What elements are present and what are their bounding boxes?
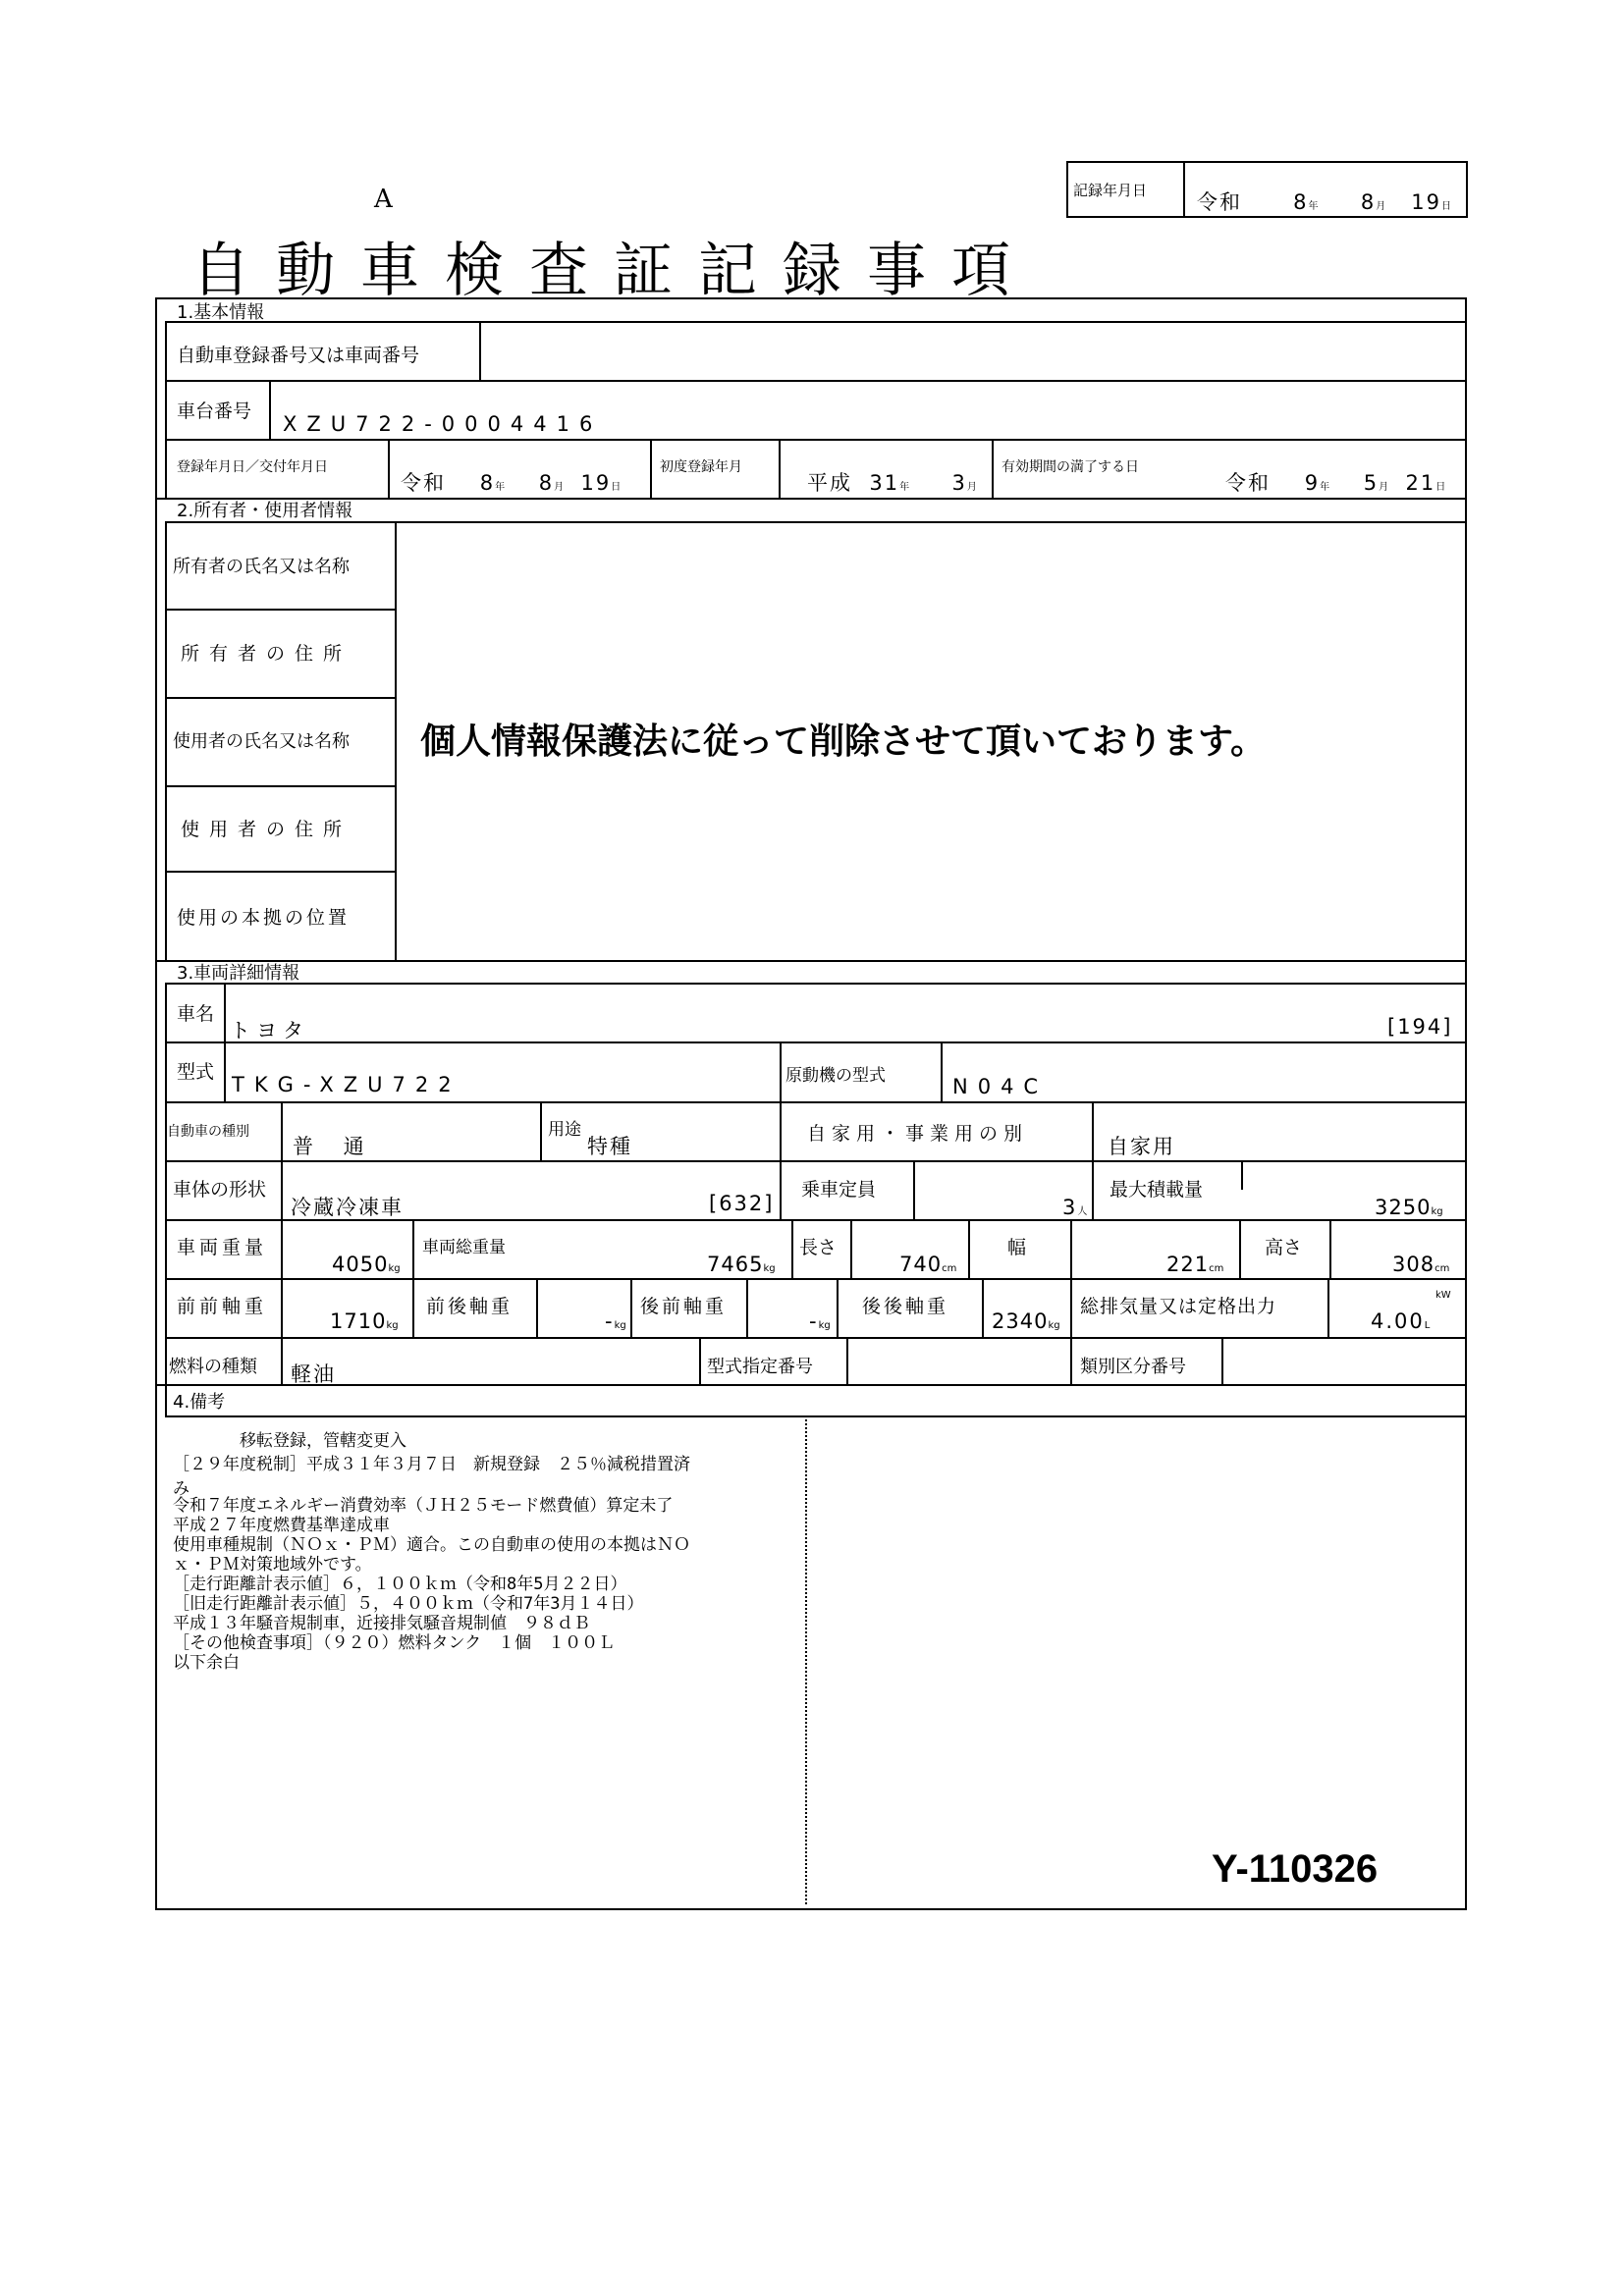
chassis-label: 車台番号 [177, 400, 252, 422]
remark-line: 令和７年度エネルギー消費効率（ＪＨ２５モード燃費値）算定未了 [173, 1496, 674, 1516]
model-label: 型式 [177, 1061, 215, 1083]
remark-line: ［２９年度税制］平成３１年３月７日 新規登録 ２５％減税措置済 [173, 1455, 690, 1474]
remark-line: 平成１３年騒音規制車，近接排気騒音規制値 ９８ｄＢ [173, 1614, 590, 1633]
body-value: 冷蔵冷凍車 [291, 1196, 404, 1219]
body-code: [632] [709, 1192, 775, 1215]
reg-number-label: 自動車登録番号又は車両番号 [177, 345, 420, 366]
form-letter: A [374, 185, 393, 214]
height-value: 308cm [1392, 1253, 1450, 1276]
record-date-label: 記録年月日 [1073, 182, 1148, 199]
ff-value: 1710kg [330, 1309, 399, 1333]
type-designation-label: 型式指定番号 [707, 1357, 813, 1377]
remark-line: 使用車種規制（ＮＯｘ・ＰＭ）適合。この自動車の使用の本拠はＮＯ [173, 1535, 690, 1555]
first-reg-label: 初度登録年月 [660, 459, 742, 475]
engine-value: N04C [952, 1075, 1049, 1098]
car-name-label: 車名 [177, 1003, 215, 1025]
reg-date-value: 令和 8年 8月 19日 [401, 471, 622, 495]
kind-value: 普 通 [293, 1135, 376, 1158]
height-label: 高さ [1265, 1237, 1303, 1258]
rf-label: 後前軸重 [640, 1296, 728, 1317]
displacement-label: 総排気量又は定格出力 [1080, 1296, 1277, 1317]
owner-name-label: 所有者の氏名又は名称 [173, 557, 350, 577]
section-basic-info: 1.基本情報 [177, 302, 265, 323]
gross-label: 車両総重量 [422, 1238, 506, 1257]
remark-line: ［走行距離計表示値］６，１００ｋｍ（令和8年5月２２日） [173, 1575, 627, 1594]
fr-value: -kg [605, 1309, 626, 1333]
section-remarks: 4.備考 [173, 1392, 226, 1413]
fuel-label: 燃料の種類 [169, 1357, 257, 1377]
use-label: 用途 [548, 1120, 581, 1140]
first-reg-value: 平成 31年 3月 [807, 471, 977, 495]
max-load-value: 3250kg [1375, 1196, 1443, 1219]
use-value: 特種 [587, 1135, 632, 1158]
remark-line: 移転登録，管轄変更入 [173, 1431, 406, 1451]
stock-id: Y-110326 [1212, 1847, 1379, 1891]
displacement-unit-kw: kW [1435, 1290, 1451, 1301]
car-name-value: トヨタ [230, 1019, 309, 1042]
remark-line: 平成２７年度燃費基準達成車 [173, 1516, 390, 1535]
user-address-label: 使用者の住所 [181, 819, 352, 840]
max-load-label: 最大積載量 [1110, 1179, 1204, 1201]
weight-label: 車両重量 [177, 1237, 268, 1258]
expiry-value: 令和 9年 5月 21日 [1225, 471, 1446, 495]
remark-line: ［旧走行距離計表示値］５，４００ｋｍ（令和7年3月１４日） [173, 1594, 644, 1614]
body-label: 車体の形状 [173, 1179, 267, 1201]
rf-value: -kg [809, 1309, 831, 1333]
width-value: 221cm [1166, 1253, 1224, 1276]
private-value: 自家用 [1108, 1135, 1175, 1158]
main-form-frame [155, 297, 1467, 1910]
expiry-label: 有効期間の満了する日 [1001, 459, 1139, 475]
fr-label: 前後軸重 [426, 1296, 514, 1317]
car-name-code: [194] [1387, 1015, 1453, 1039]
record-date-value: 令和 8年 8月 19日 [1197, 190, 1451, 214]
privacy-notice: 個人情報保護法に従って削除させて頂いております。 [420, 721, 1267, 762]
chassis-value: XZU722-0004416 [283, 412, 603, 436]
base-location-label: 使用の本拠の位置 [177, 907, 351, 929]
length-value: 740cm [899, 1253, 957, 1276]
remark-line: み [173, 1479, 189, 1499]
section-owner-info: 2.所有者・使用者情報 [177, 501, 353, 521]
ff-label: 前前軸重 [177, 1296, 268, 1317]
reg-date-label: 登録年月日／交付年月日 [177, 459, 328, 475]
private-label: 自家用・事業用の別 [807, 1123, 1029, 1145]
length-label: 長さ [799, 1237, 838, 1258]
page-title: 自動車検査証記録事項 [191, 237, 1036, 305]
kind-label: 自動車の種別 [167, 1124, 249, 1140]
remark-line: ［その他検査事項］（９２０）燃料タンク １個 １００Ｌ [173, 1633, 616, 1653]
remark-line: 以下余白 [173, 1653, 240, 1673]
capacity-value: 3人 [1062, 1196, 1088, 1219]
model-value: TKG-XZU722 [232, 1073, 461, 1096]
remark-line: ｘ・ＰＭ対策地域外です。 [173, 1555, 372, 1575]
rr-value: 2340kg [992, 1309, 1060, 1333]
weight-value: 4050kg [332, 1253, 401, 1276]
displacement-value: 4.00L [1371, 1309, 1431, 1333]
gross-value: 7465kg [707, 1253, 776, 1276]
width-label: 幅 [1007, 1237, 1027, 1258]
engine-label: 原動機の型式 [785, 1066, 886, 1086]
owner-address-label: 所有者の住所 [181, 643, 352, 665]
fuel-value: 軽油 [291, 1362, 336, 1386]
category-label: 類別区分番号 [1080, 1357, 1186, 1377]
user-name-label: 使用者の氏名又は名称 [173, 731, 350, 752]
rr-label: 後後軸重 [862, 1296, 949, 1317]
capacity-label: 乗車定員 [801, 1179, 877, 1201]
section-vehicle-details: 3.車両詳細情報 [177, 963, 300, 984]
